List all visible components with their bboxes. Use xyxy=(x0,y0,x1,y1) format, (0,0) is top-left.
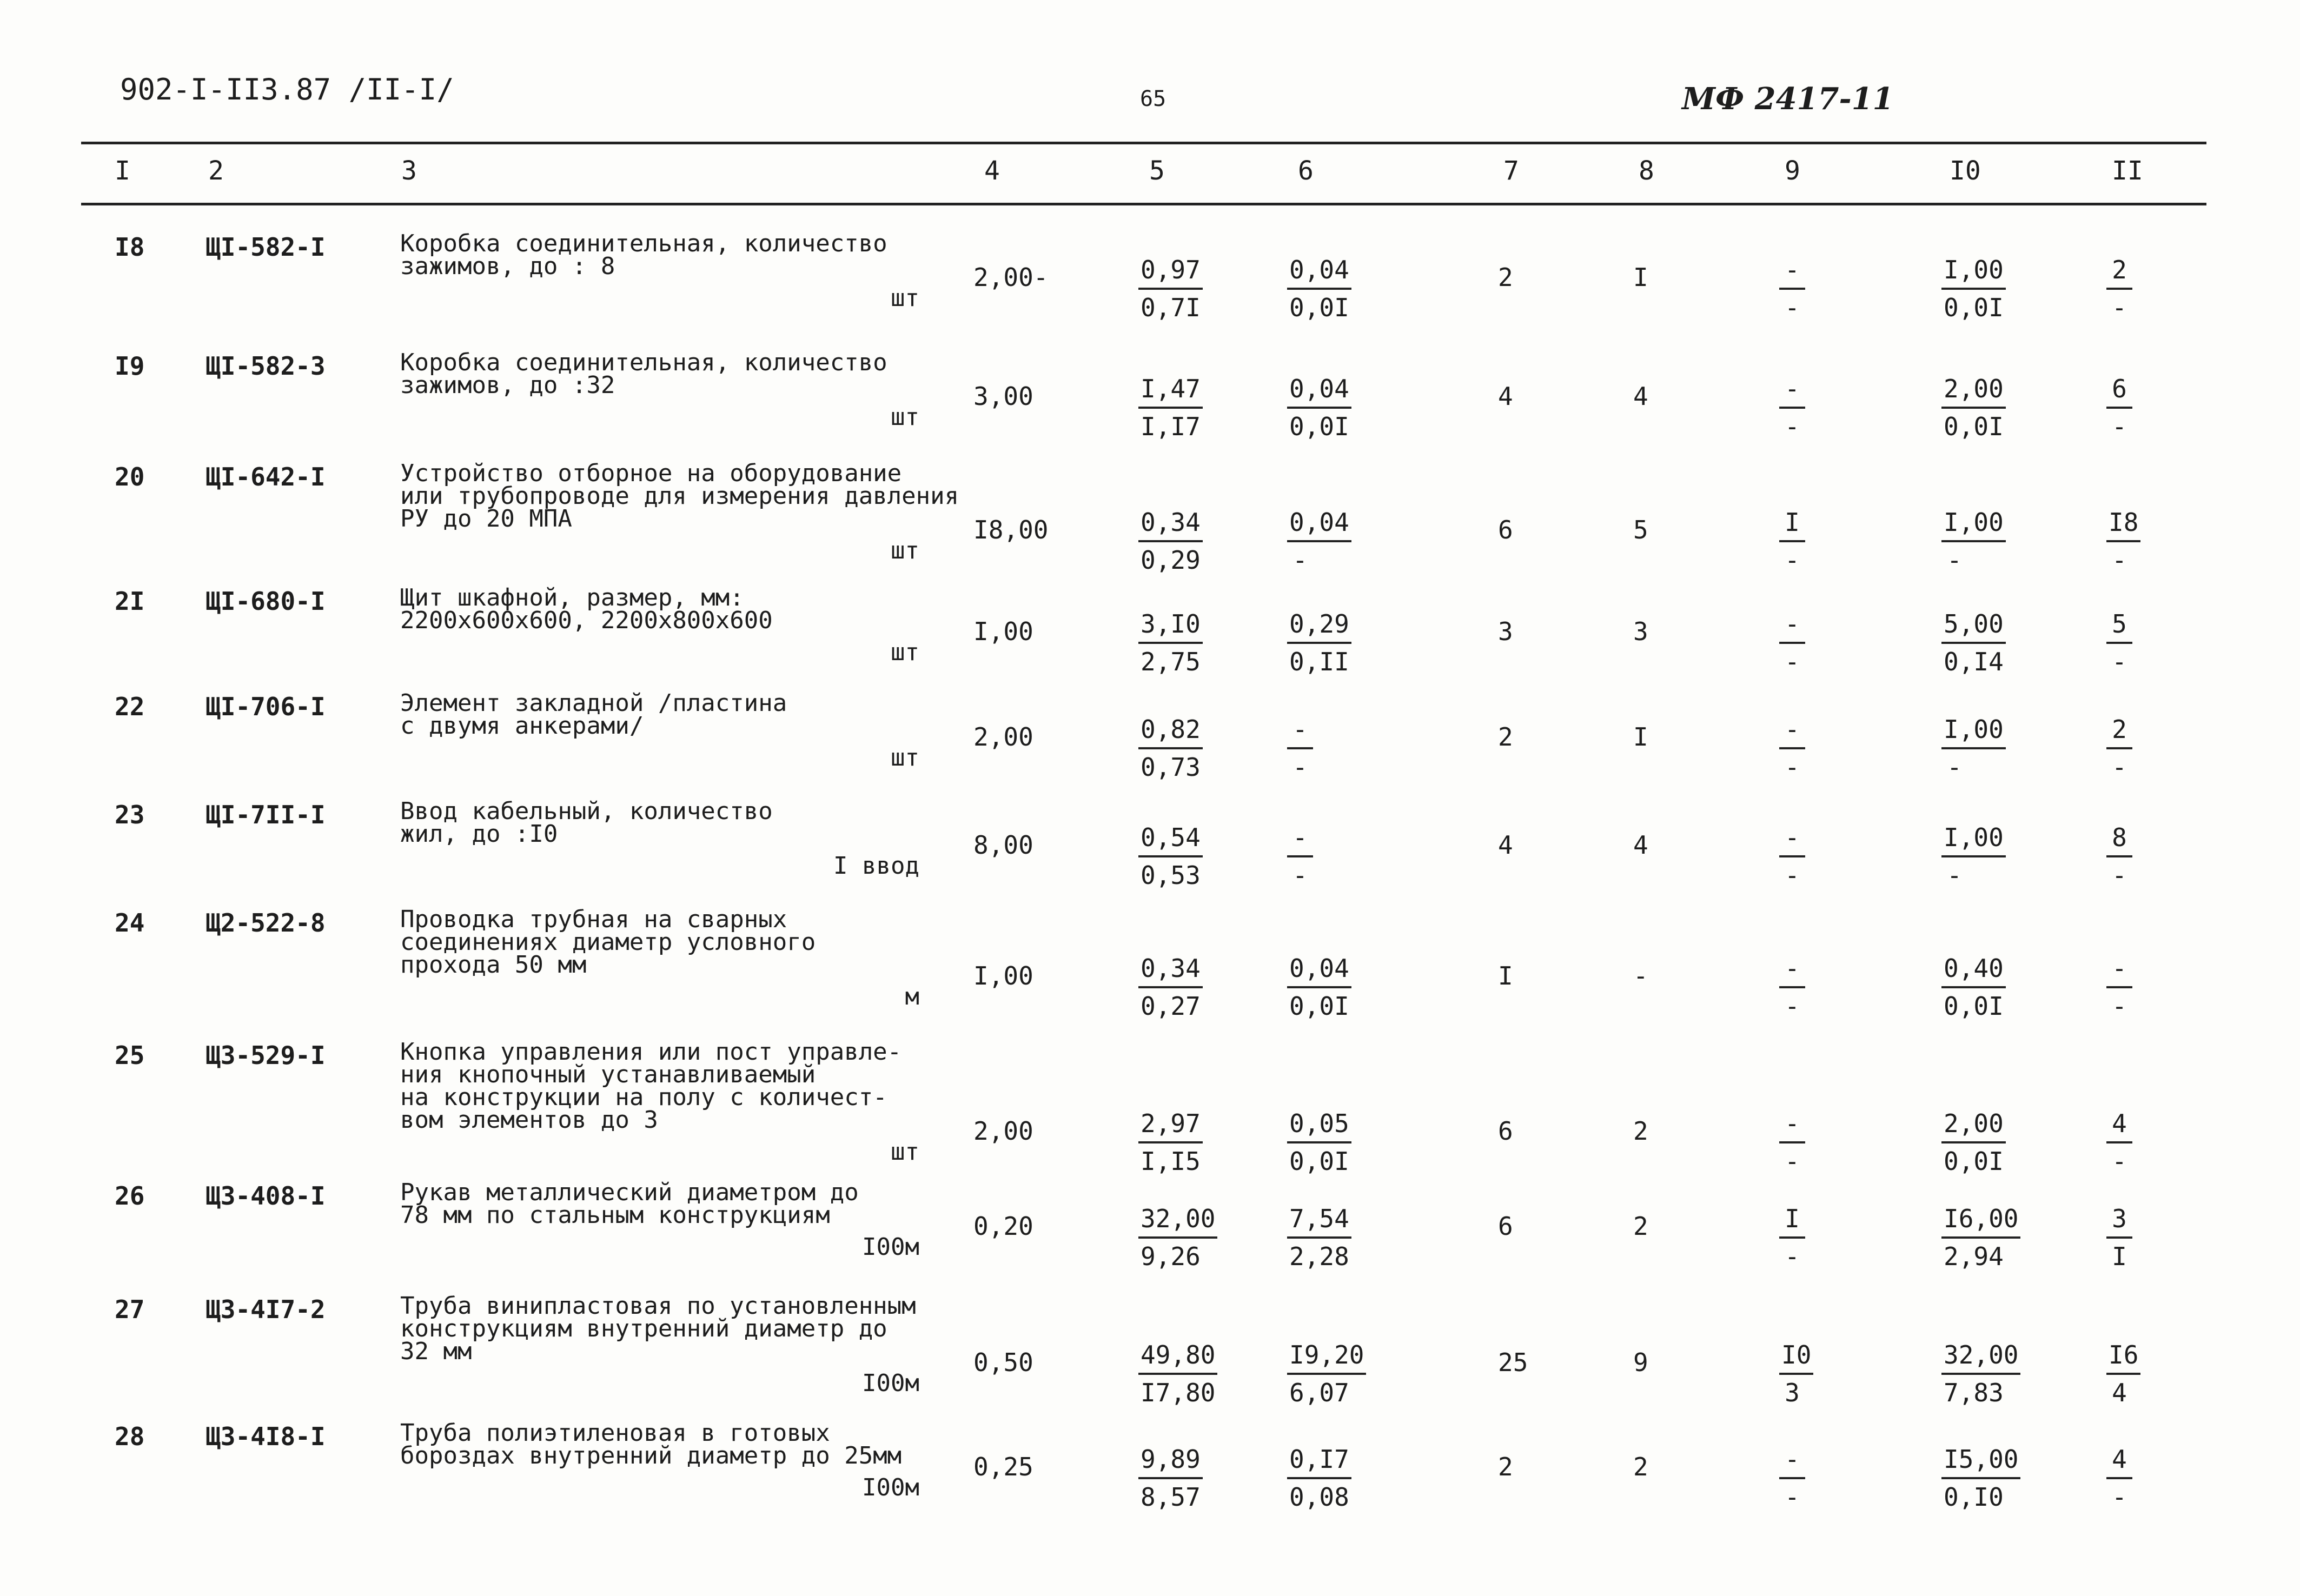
cost-total-bottom: 9,26 xyxy=(1141,1242,1201,1271)
col-11-value-bottom: - xyxy=(2112,1147,2127,1176)
quantity: 0,20 xyxy=(973,1212,1033,1241)
unit-of-measure: I00м xyxy=(862,1369,919,1397)
col-11-value-top: 2 xyxy=(2106,711,2132,749)
cost-machines-top: - xyxy=(1287,820,1313,857)
description-line: прохода 50 мм xyxy=(400,951,587,979)
description-line: соединениях диаметр условного xyxy=(400,928,816,956)
unit-of-measure: I00м xyxy=(862,1474,919,1501)
cost-machines xyxy=(1287,820,1313,893)
col-10-value-bottom: 7,83 xyxy=(1944,1378,2004,1407)
col-11-value-top: - xyxy=(2106,950,2132,988)
quantity: 2,00 xyxy=(973,722,1033,752)
cost-machines xyxy=(1287,504,1351,578)
work-description xyxy=(400,584,773,634)
cost-machines-top: 0,05 xyxy=(1287,1106,1351,1143)
col-8-value: - xyxy=(1633,961,1648,990)
cost-total-top: 9,89 xyxy=(1138,1441,1203,1479)
col-9-value-top: - xyxy=(1779,606,1805,644)
col-7-value: 4 xyxy=(1498,382,1513,411)
col-7-value: 6 xyxy=(1498,1116,1513,1146)
col-8-value: I xyxy=(1633,263,1648,292)
norm-code: ЩI-7II-I xyxy=(206,800,326,829)
quantity: I8,00 xyxy=(973,515,1049,544)
col-9-value-bottom: - xyxy=(1785,861,1800,890)
unit-of-measure: шт xyxy=(891,403,919,431)
unit-of-measure: шт xyxy=(891,1138,919,1166)
description-line: зажимов, до : 8 xyxy=(400,252,615,280)
quantity: 2,00- xyxy=(973,263,1049,292)
col-9-value-bottom: - xyxy=(1785,1482,1800,1512)
col-9-value-bottom: - xyxy=(1785,647,1800,676)
col-10-value-top: 0,40 xyxy=(1941,950,2006,988)
col-11-value-top: 2 xyxy=(2106,252,2132,290)
col-11-value xyxy=(2106,820,2132,893)
quantity: I,00 xyxy=(973,961,1033,990)
cost-machines xyxy=(1287,1106,1351,1179)
cost-machines-top: - xyxy=(1287,711,1313,749)
col-10-header: I0 xyxy=(1950,156,1981,186)
description-line: конструкциям внутренний диаметр до xyxy=(400,1315,887,1342)
col-10-value xyxy=(1941,606,2006,680)
col-10-value-top: 2,00 xyxy=(1941,1106,2006,1143)
row-number: 2I xyxy=(115,587,145,616)
col-10-value-bottom: 0,0I xyxy=(1944,412,2004,441)
row-number: 20 xyxy=(115,462,145,491)
col-4-header: 4 xyxy=(984,156,1000,186)
description-line: вом элементов до 3 xyxy=(400,1106,658,1134)
col-10-value-bottom: 0,I0 xyxy=(1944,1482,2004,1512)
col-8-value: 3 xyxy=(1633,617,1648,646)
col-9-value xyxy=(1779,1201,1805,1274)
description-line: 78 мм по стальным конструкциям xyxy=(400,1201,830,1229)
cost-total xyxy=(1138,252,1203,325)
cost-total-bottom: 2,75 xyxy=(1141,647,1201,676)
col-11-value xyxy=(2106,950,2132,1024)
col-11-value xyxy=(2106,1106,2132,1179)
cost-total-bottom: 0,73 xyxy=(1141,753,1201,782)
col-10-value xyxy=(1941,711,2006,785)
col-8-value: 4 xyxy=(1633,382,1648,411)
unit-of-measure: шт xyxy=(891,744,919,772)
col-11-value-top: I6 xyxy=(2106,1337,2140,1375)
cost-machines-top: 0,04 xyxy=(1287,504,1351,542)
col-9-value-bottom: - xyxy=(1785,753,1800,782)
col-9-header: 9 xyxy=(1785,156,1800,186)
col-8-value: 2 xyxy=(1633,1116,1648,1146)
col-11-value-bottom: 4 xyxy=(2112,1378,2127,1407)
work-description xyxy=(400,1292,916,1365)
cost-machines-bottom: 6,07 xyxy=(1289,1378,1349,1407)
col-9-value-top: - xyxy=(1779,711,1805,749)
col-11-value-bottom: I xyxy=(2112,1242,2127,1271)
cost-machines xyxy=(1287,252,1351,325)
col-10-value xyxy=(1941,820,2006,893)
col-9-value xyxy=(1779,252,1805,325)
row-number: 23 xyxy=(115,800,145,829)
col-8-value: 9 xyxy=(1633,1348,1648,1377)
description-line: ния кнопочный устанавливаемый xyxy=(400,1061,816,1088)
cost-machines-bottom: 0,08 xyxy=(1289,1482,1349,1512)
row-number: 25 xyxy=(115,1041,145,1070)
col-9-value xyxy=(1779,1441,1805,1515)
col-9-value-bottom: - xyxy=(1785,1147,1800,1176)
unit-of-measure: шт xyxy=(891,284,919,312)
col-9-value xyxy=(1779,1337,1813,1411)
col-7-value: 3 xyxy=(1498,617,1513,646)
col-10-value-top: 32,00 xyxy=(1941,1337,2020,1375)
col-9-value xyxy=(1779,504,1805,578)
col-10-value-bottom: 2,94 xyxy=(1944,1242,2004,1271)
col-11-value-bottom: - xyxy=(2112,647,2127,676)
col-11-value xyxy=(2106,252,2132,325)
col-10-value-bottom: 0,0I xyxy=(1944,1147,2004,1176)
col-10-value-top: 2,00 xyxy=(1941,371,2006,409)
col-10-value-top: 5,00 xyxy=(1941,606,2006,644)
norm-code: Щ3-4I8-I xyxy=(206,1422,326,1451)
description-line: Коробка соединительная, количество xyxy=(400,230,887,257)
norm-code: ЩI-582-I xyxy=(206,232,326,262)
quantity: 2,00 xyxy=(973,1116,1033,1146)
description-line: Коробка соединительная, количество xyxy=(400,349,887,376)
cost-total-top: 0,54 xyxy=(1138,820,1203,857)
cost-machines-top: 0,29 xyxy=(1287,606,1351,644)
col-11-value-top: 4 xyxy=(2106,1441,2132,1479)
work-description xyxy=(400,1038,902,1134)
cost-total-bottom: I7,80 xyxy=(1141,1378,1216,1407)
col-10-value-bottom: - xyxy=(1947,753,1962,782)
cost-machines-top: 0,I7 xyxy=(1287,1441,1351,1479)
col-7-header: 7 xyxy=(1503,156,1519,186)
col-11-value xyxy=(2106,711,2132,785)
col-11-header: II xyxy=(2112,156,2143,186)
archive-stamp: МФ 2417-11 xyxy=(1682,81,1894,117)
col-11-value-bottom: - xyxy=(2112,546,2127,575)
cost-total-bottom: I,I7 xyxy=(1141,412,1201,441)
work-description xyxy=(400,1419,902,1469)
description-line: Труба винипластовая по установленным xyxy=(400,1292,916,1320)
col-8-value: 5 xyxy=(1633,515,1648,544)
col-8-value: 2 xyxy=(1633,1212,1648,1241)
col-9-value-top: I xyxy=(1779,504,1805,542)
col-10-value xyxy=(1941,1337,2020,1411)
col-10-value xyxy=(1941,504,2006,578)
col-8-header: 8 xyxy=(1639,156,1654,186)
description-line: бороздах внутренний диаметр до 25мм xyxy=(400,1442,902,1469)
cost-machines xyxy=(1287,606,1351,680)
description-line: 2200х600х600, 2200х800х600 xyxy=(400,607,773,634)
col-7-value: I xyxy=(1498,961,1513,990)
description-line: Элемент закладной /пластина xyxy=(400,689,787,717)
cost-total-bottom: I,I5 xyxy=(1141,1147,1201,1176)
cost-machines-bottom: 0,0I xyxy=(1289,1147,1349,1176)
col-10-value xyxy=(1941,1441,2020,1515)
cost-total xyxy=(1138,371,1203,444)
quantity: 0,50 xyxy=(973,1348,1033,1377)
cost-total-bottom: 0,53 xyxy=(1141,861,1201,890)
description-line: зажимов, до :32 xyxy=(400,371,615,399)
col-10-value xyxy=(1941,1201,2020,1274)
col-10-value-top: I,00 xyxy=(1941,252,2006,290)
cost-machines xyxy=(1287,711,1313,785)
work-description xyxy=(400,232,887,278)
description-line: Рукав металлический диаметром до xyxy=(400,1179,859,1206)
col-11-value-top: 5 xyxy=(2106,606,2132,644)
cost-machines-bottom: - xyxy=(1292,753,1308,782)
work-description xyxy=(400,797,773,848)
row-number: 28 xyxy=(115,1422,145,1451)
work-description xyxy=(400,351,887,397)
unit-of-measure: шт xyxy=(891,639,919,666)
col-9-value xyxy=(1779,950,1805,1024)
row-number: 24 xyxy=(115,908,145,937)
cost-total-top: 0,34 xyxy=(1138,504,1203,542)
row-number: I8 xyxy=(115,232,145,262)
row-number: 22 xyxy=(115,692,145,721)
col-10-value xyxy=(1941,252,2006,325)
cost-total xyxy=(1138,950,1203,1024)
cost-total-top: 2,97 xyxy=(1138,1106,1203,1143)
cost-total-top: 3,I0 xyxy=(1138,606,1203,644)
norm-code: Щ3-408-I xyxy=(206,1181,326,1211)
col-11-value xyxy=(2106,606,2132,680)
quantity: 8,00 xyxy=(973,830,1033,860)
description-line: жил, до :I0 xyxy=(400,820,558,848)
col-8-value: 2 xyxy=(1633,1452,1648,1481)
col-9-value-top: - xyxy=(1779,1106,1805,1143)
col-3-header: 3 xyxy=(401,156,417,186)
norm-code: ЩI-642-I xyxy=(206,462,326,491)
col-11-value-bottom: - xyxy=(2112,861,2127,890)
col-9-value-bottom: 3 xyxy=(1785,1378,1800,1407)
cost-total-top: 0,97 xyxy=(1138,252,1203,290)
col-7-value: 2 xyxy=(1498,263,1513,292)
col-10-value xyxy=(1941,371,2006,444)
cost-machines-top: 0,04 xyxy=(1287,371,1351,409)
col-11-value xyxy=(2106,1337,2140,1411)
col-7-value: 6 xyxy=(1498,1212,1513,1241)
col-11-value-bottom: - xyxy=(2112,753,2127,782)
row-number: 27 xyxy=(115,1295,145,1324)
unit-of-measure: м xyxy=(905,983,919,1010)
cost-total-top: 32,00 xyxy=(1138,1201,1217,1239)
col-9-value-bottom: - xyxy=(1785,1242,1800,1271)
col-11-value-bottom: - xyxy=(2112,992,2127,1021)
description-line: Устройство отборное на оборудование xyxy=(400,460,902,487)
col-11-value-bottom: - xyxy=(2112,1482,2127,1512)
cost-machines-top: 0,04 xyxy=(1287,950,1351,988)
cost-machines-bottom: 0,0I xyxy=(1289,412,1349,441)
col-9-value xyxy=(1779,606,1805,680)
cost-total-top: I,47 xyxy=(1138,371,1203,409)
col-10-value xyxy=(1941,950,2006,1024)
col-11-value-top: 6 xyxy=(2106,371,2132,409)
col-9-value-top: - xyxy=(1779,820,1805,857)
col-9-value-top: I xyxy=(1779,1201,1805,1239)
col-11-value xyxy=(2106,504,2140,578)
cost-machines xyxy=(1287,1201,1351,1274)
cost-machines-bottom: - xyxy=(1292,861,1308,890)
cost-total-bottom: 0,27 xyxy=(1141,992,1201,1021)
cost-total xyxy=(1138,711,1203,785)
cost-total xyxy=(1138,1201,1217,1274)
col-9-value-bottom: - xyxy=(1785,293,1800,322)
col-9-value xyxy=(1779,1106,1805,1179)
description-line: Проводка трубная на сварных xyxy=(400,906,787,933)
cost-total xyxy=(1138,1337,1217,1411)
norm-code: Щ2-522-8 xyxy=(206,908,326,937)
norm-code: ЩI-706-I xyxy=(206,692,326,721)
cost-total-bottom: 8,57 xyxy=(1141,1482,1201,1512)
cost-total xyxy=(1138,606,1203,680)
unit-of-measure: I00м xyxy=(862,1233,919,1261)
doc-code: 902-I-II3.87 /II-I/ xyxy=(120,72,454,107)
norm-code: ЩI-582-3 xyxy=(206,351,326,381)
col-7-value: 25 xyxy=(1498,1348,1528,1377)
cost-machines xyxy=(1287,1337,1366,1411)
cost-total-top: 49,80 xyxy=(1138,1337,1217,1375)
col-9-value-top: - xyxy=(1779,950,1805,988)
cost-machines-top: 7,54 xyxy=(1287,1201,1351,1239)
description-line: Кнопка управления или пост управле- xyxy=(400,1038,902,1066)
col-9-value xyxy=(1779,711,1805,785)
cost-machines-top: I9,20 xyxy=(1287,1337,1366,1375)
description-line: с двумя анкерами/ xyxy=(400,712,644,740)
cost-machines-bottom: 0,0I xyxy=(1289,293,1349,322)
cost-machines-bottom: 0,II xyxy=(1289,647,1349,676)
col-10-value-top: I,00 xyxy=(1941,504,2006,542)
col-9-value-top: I0 xyxy=(1779,1337,1813,1375)
cost-machines xyxy=(1287,371,1351,444)
norm-code: ЩI-680-I xyxy=(206,587,326,616)
col-7-value: 2 xyxy=(1498,722,1513,752)
col-8-value: 4 xyxy=(1633,830,1648,860)
col-9-value xyxy=(1779,371,1805,444)
col-10-value-top: I,00 xyxy=(1941,711,2006,749)
cost-total xyxy=(1138,1106,1203,1179)
col-1-header: I xyxy=(115,156,130,186)
quantity: I,00 xyxy=(973,617,1033,646)
col-10-value-bottom: - xyxy=(1947,861,1962,890)
col-10-value xyxy=(1941,1106,2006,1179)
table-top-rule xyxy=(81,142,2206,144)
col-9-value xyxy=(1779,820,1805,893)
cost-machines-top: 0,04 xyxy=(1287,252,1351,290)
col-11-value xyxy=(2106,371,2132,444)
description-line: Труба полиэтиленовая в готовых xyxy=(400,1419,830,1447)
cost-machines xyxy=(1287,1441,1351,1515)
col-7-value: 4 xyxy=(1498,830,1513,860)
norm-code: Щ3-529-I xyxy=(206,1041,326,1070)
cost-total xyxy=(1138,820,1203,893)
col-5-header: 5 xyxy=(1149,156,1165,186)
col-10-value-top: I5,00 xyxy=(1941,1441,2020,1479)
cost-total xyxy=(1138,1441,1203,1515)
col-11-value xyxy=(2106,1441,2132,1515)
cost-total-top: 0,82 xyxy=(1138,711,1203,749)
col-11-value-bottom: - xyxy=(2112,412,2127,441)
work-description xyxy=(400,906,816,979)
col-10-value-bottom: 0,0I xyxy=(1944,293,2004,322)
description-line: РУ до 20 МПА xyxy=(400,505,572,533)
col-11-value-top: I8 xyxy=(2106,504,2140,542)
col-7-value: 6 xyxy=(1498,515,1513,544)
description-line: Ввод кабельный, количество xyxy=(400,797,773,825)
page-number: 65 xyxy=(1140,87,1166,111)
col-9-value-bottom: - xyxy=(1785,412,1800,441)
col-10-value-top: I,00 xyxy=(1941,820,2006,857)
col-10-value-bottom: 0,0I xyxy=(1944,992,2004,1021)
cost-machines-bottom: - xyxy=(1292,546,1308,575)
cost-total-top: 0,34 xyxy=(1138,950,1203,988)
unit-of-measure: шт xyxy=(891,537,919,564)
work-description xyxy=(400,460,959,533)
cost-machines xyxy=(1287,950,1351,1024)
col-11-value-bottom: - xyxy=(2112,293,2127,322)
cost-total xyxy=(1138,504,1203,578)
col-11-value-top: 3 xyxy=(2106,1201,2132,1239)
cost-total-bottom: 0,7I xyxy=(1141,293,1201,322)
col-8-value: I xyxy=(1633,722,1648,752)
description-line: 32 мм xyxy=(400,1338,472,1365)
work-description xyxy=(400,1181,859,1227)
cost-machines-bottom: 0,0I xyxy=(1289,992,1349,1021)
col-2-header: 2 xyxy=(208,156,224,186)
row-number: I9 xyxy=(115,351,145,381)
col-11-value xyxy=(2106,1201,2132,1274)
cost-machines-bottom: 2,28 xyxy=(1289,1242,1349,1271)
unit-of-measure: I ввод xyxy=(833,852,919,880)
col-10-value-bottom: - xyxy=(1947,546,1962,575)
col-9-value-top: - xyxy=(1779,371,1805,409)
norm-code: Щ3-4I7-2 xyxy=(206,1295,326,1324)
col-9-value-top: - xyxy=(1779,252,1805,290)
col-7-value: 2 xyxy=(1498,1452,1513,1481)
col-11-value-top: 4 xyxy=(2106,1106,2132,1143)
col-9-value-top: - xyxy=(1779,1441,1805,1479)
col-9-value-bottom: - xyxy=(1785,546,1800,575)
col-6-header: 6 xyxy=(1298,156,1314,186)
col-11-value-top: 8 xyxy=(2106,820,2132,857)
description-line: на конструкции на полу с количест- xyxy=(400,1083,887,1111)
col-10-value-top: I6,00 xyxy=(1941,1201,2020,1239)
description-line: Щит шкафной, размер, мм: xyxy=(400,584,744,611)
col-10-value-bottom: 0,I4 xyxy=(1944,647,2004,676)
quantity: 0,25 xyxy=(973,1452,1033,1481)
col-9-value-bottom: - xyxy=(1785,992,1800,1021)
row-number: 26 xyxy=(115,1181,145,1211)
work-description xyxy=(400,689,787,740)
description-line: или трубопроводе для измерения давления xyxy=(400,482,959,510)
table-header-rule xyxy=(81,203,2206,205)
quantity: 3,00 xyxy=(973,382,1033,411)
cost-total-bottom: 0,29 xyxy=(1141,546,1201,575)
